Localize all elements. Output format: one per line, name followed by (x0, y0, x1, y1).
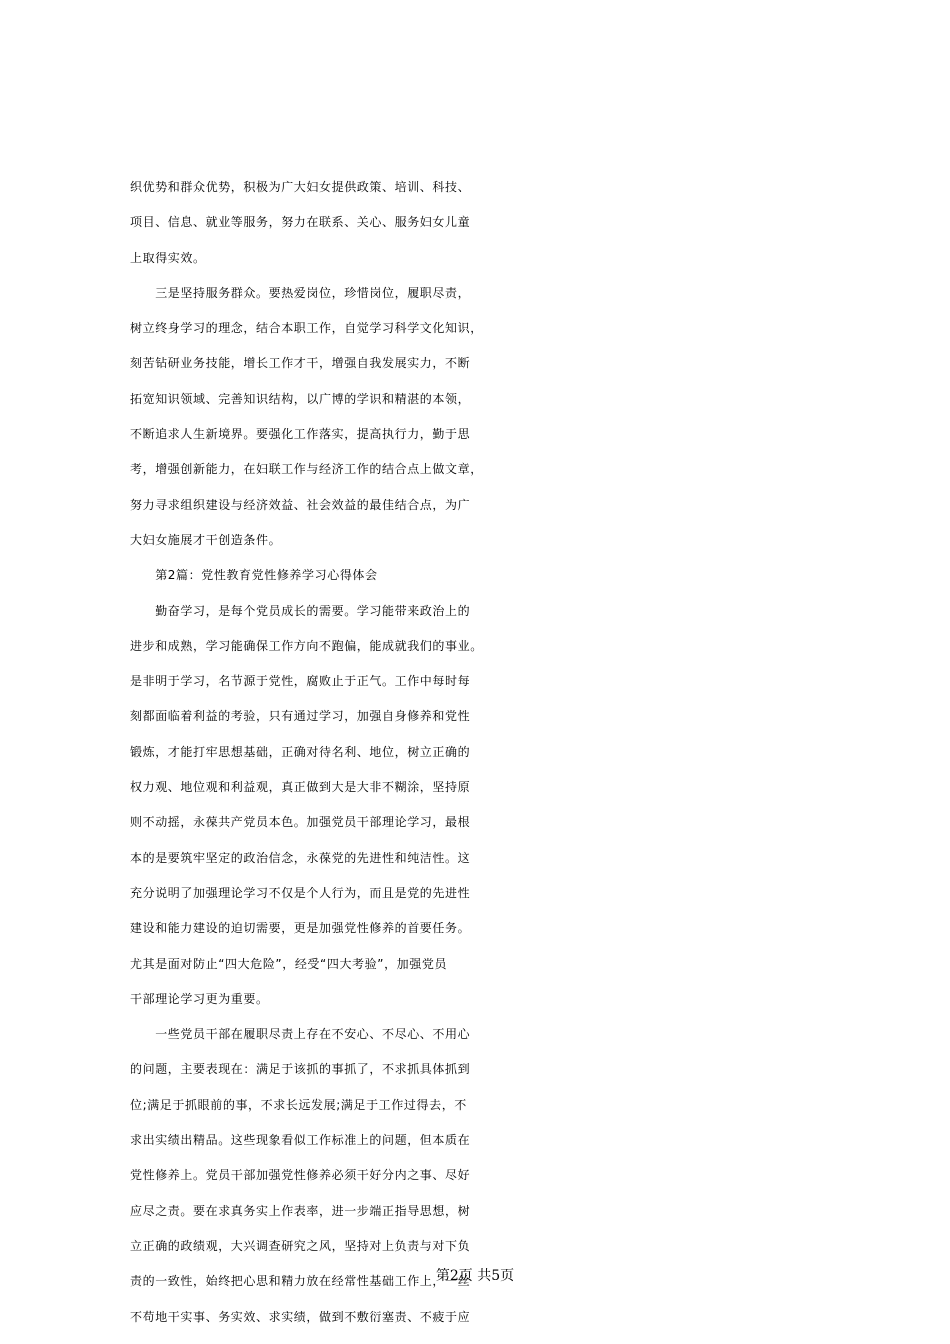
text-line: 不苟地干实事、务实效、求实绩，做到不敷衍塞责、不疲于应 (130, 1309, 471, 1324)
text-line: 大妇女施展才干创造条件。 (130, 532, 282, 547)
text-line: 责的一致性，始终把心思和精力放在经常性基础工作上，一丝 (130, 1274, 471, 1289)
text-line: 党性修养上。党员干部加强党性修养必须干好分内之事、尽好 (130, 1168, 471, 1183)
text-line: 权力观、地位观和利益观，真正做到大是大非不糊涂，坚持原 (130, 780, 471, 795)
text-line: 织优势和群众优势，积极为广大妇女提供政策、培训、科技、 (130, 180, 471, 194)
text-line: 建设和能力建设的迫切需要，更是加强党性修养的首要任务。 (130, 921, 471, 936)
text-line: 是非明于学习，名节源于党性，腐败止于正气。工作中每时每 (130, 674, 471, 689)
text-line: 三是坚持服务群众。要热爱岗位，珍惜岗位，履职尽责， (130, 285, 471, 300)
text-line: 锻炼，才能打牢思想基础，正确对待名利、地位，树立正确的 (130, 744, 471, 759)
text-line: 应尽之责。要在求真务实上作表率，进一步端正指导思想，树 (130, 1203, 471, 1218)
text-line: 一些党员干部在履职尽责上存在不安心、不尽心、不用心 (130, 1027, 471, 1042)
text-line: 刻苦钻研业务技能，增长工作才干，增强自我发展实力，不断 (130, 356, 471, 371)
text-line: 充分说明了加强理论学习不仅是个人行为，而且是党的先进性 (130, 885, 471, 900)
text-line: 进步和成熟，学习能确保工作方向不跑偏，能成就我们的事业。 (130, 638, 483, 653)
text-line: 努力寻求组织建设与经济效益、社会效益的最佳结合点，为广 (130, 497, 471, 512)
text-line: 拓宽知识领域、完善知识结构，以广博的学识和精湛的本领， (130, 391, 471, 406)
document-body (130, 170, 840, 1335)
text-line: 考，增强创新能力，在妇联工作与经济工作的结合点上做文章， (130, 462, 483, 477)
text-line: 则不动摇，永葆共产党员本色。加强党员干部理论学习，最根 (130, 815, 471, 830)
text-line: 尤其是面对防止“四大危险”，经受“四大考验”，加强党员 (130, 956, 448, 971)
text-line: 第2篇：党性教育党性修养学习心得体会 (130, 568, 378, 583)
text-line: 项目、信息、就业等服务，努力在联系、关心、服务妇女儿童 (130, 215, 471, 230)
text-line: 的问题，主要表现在：满足于该抓的事抓了，不求抓具体抓到 (130, 1062, 471, 1077)
text-line: 位;满足于抓眼前的事，不求长远发展;满足于工作过得去，不 (130, 1097, 467, 1112)
text-line: 求出实绩出精品。这些现象看似工作标准上的问题，但本质在 (130, 1133, 471, 1148)
text-line: 树立终身学习的理念，结合本职工作，自觉学习科学文化知识， (130, 321, 483, 336)
text-line: 勤奋学习，是每个党员成长的需要。学习能带来政治上的 (130, 603, 471, 618)
text-line: 干部理论学习更为重要。 (130, 991, 269, 1006)
text-line: 不断追求人生新境界。要强化工作落实，提高执行力，勤于思 (130, 427, 471, 442)
page-number-footer: 第2页 共5页 (435, 1268, 515, 1284)
text-line: 立正确的政绩观，大兴调查研究之风，坚持对上负责与对下负 (130, 1238, 471, 1253)
text-line: 本的是要筑牢坚定的政治信念，永葆党的先进性和纯洁性。这 (130, 850, 471, 865)
text-line: 上取得实效。 (130, 250, 206, 265)
text-line: 刻都面临着利益的考验，只有通过学习，加强自身修养和党性 (130, 709, 471, 724)
